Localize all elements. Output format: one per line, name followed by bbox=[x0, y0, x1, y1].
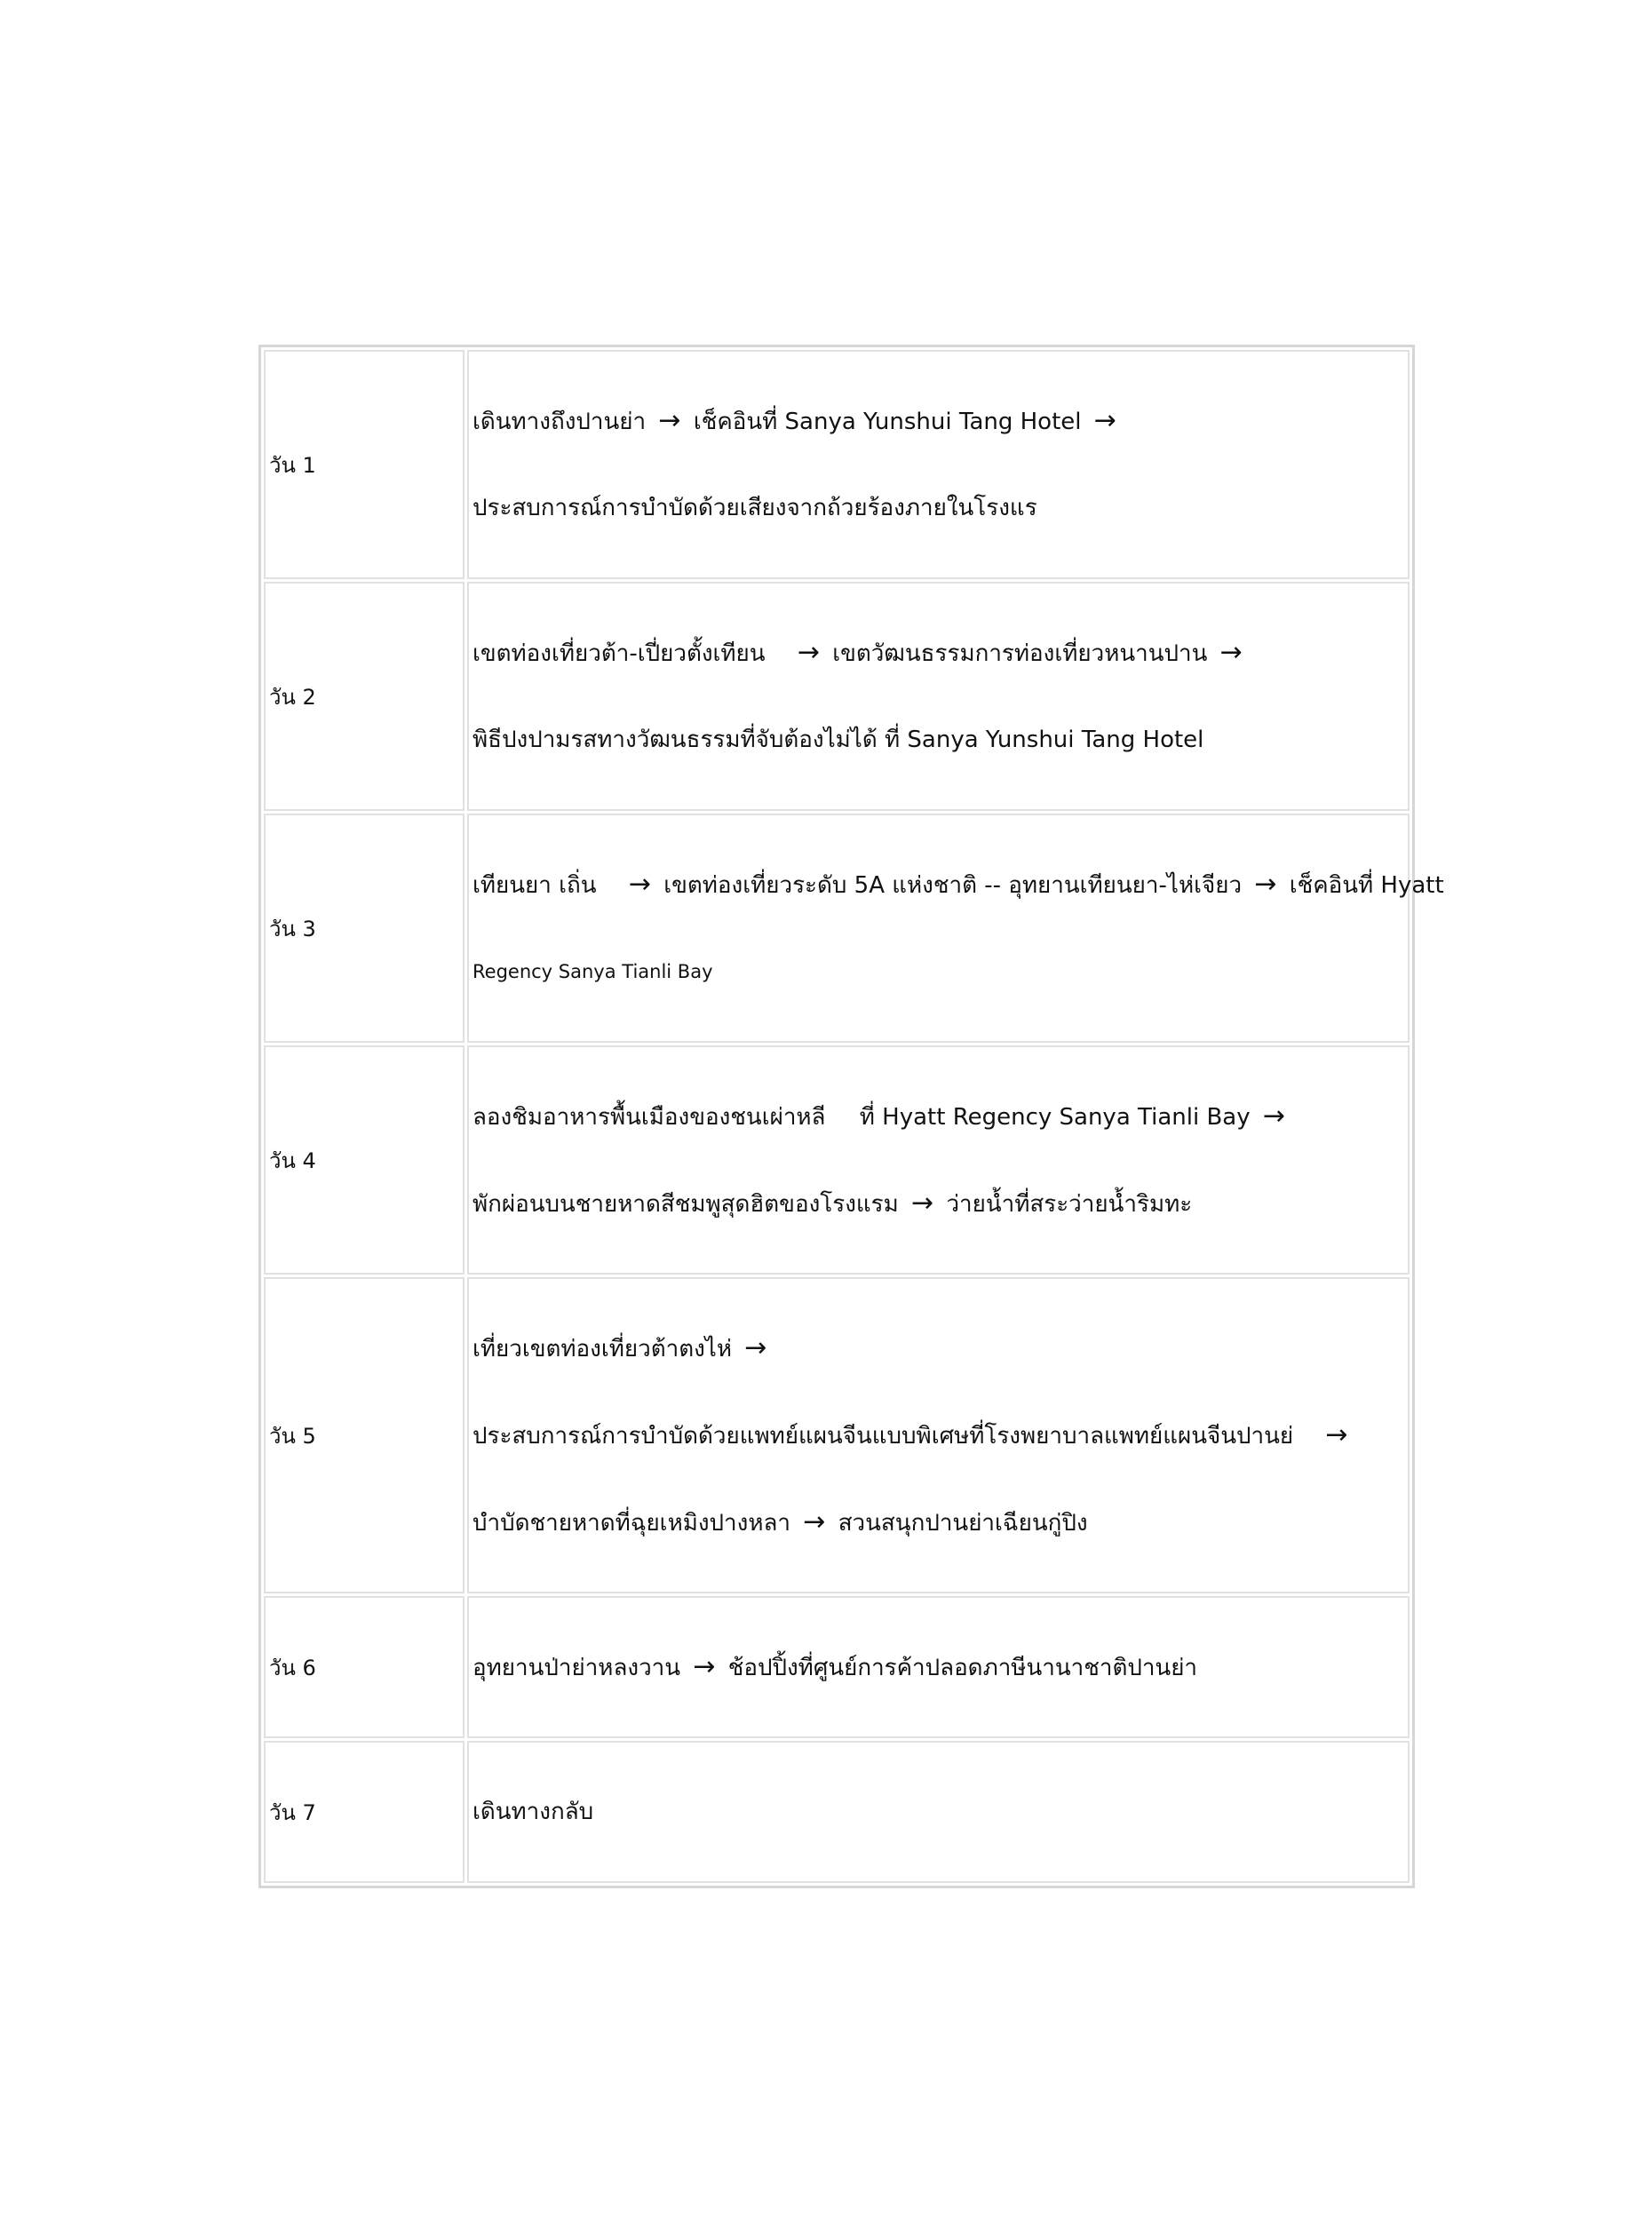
arrow-right-icon: → bbox=[803, 1506, 826, 1537]
day-label: วัน 4 bbox=[264, 1045, 465, 1275]
description-line bbox=[473, 928, 1404, 1015]
description-text: เดินทางถึงปานย่า bbox=[473, 409, 647, 435]
arrow-right-icon: → bbox=[693, 1651, 716, 1682]
description-text: เทียนยา เถิ่น bbox=[473, 872, 597, 899]
itinerary-grid bbox=[261, 347, 1444, 1886]
day-description bbox=[467, 814, 1444, 1043]
description-text: เขตท่องเที่ยวระดับ 5A แห่งชาติ -- อุทยานเทียนยา-ไห่เจียว bbox=[663, 872, 1243, 899]
description-line bbox=[473, 465, 1404, 552]
description-text: เช็คอินที่ Hyatt bbox=[1289, 872, 1444, 899]
table-row bbox=[264, 1741, 1410, 1883]
table-row bbox=[264, 1596, 1410, 1738]
description-line bbox=[473, 609, 1404, 696]
description-text: ลองชิมอาหารพื้นเมืองของชนเผ่าหลี bbox=[473, 1104, 826, 1131]
description-line bbox=[473, 377, 1404, 465]
table-row bbox=[264, 582, 1410, 811]
arrow-right-icon: → bbox=[658, 405, 681, 436]
description-text: ประสบการณ์การบำบัดด้วยแพทย์แผนจีนแบบพิเศษที่โรงพยาบาลแพทย์แผนจีนปานย่ bbox=[473, 1423, 1294, 1450]
table-row bbox=[264, 1045, 1410, 1275]
description-line bbox=[473, 1305, 1404, 1392]
itinerary-table bbox=[258, 345, 1444, 1888]
description-text: พิธีปงปามรสทางวัฒนธรรมที่จับต้องไม่ได้ ที่ Sanya Yunshui Tang Hotel bbox=[473, 727, 1204, 753]
description-text: เที่ยวเขตท่องเที่ยวต้าตงไห่ bbox=[473, 1336, 732, 1362]
arrow-right-icon: → bbox=[628, 869, 651, 900]
arrow-right-icon: → bbox=[1262, 1100, 1286, 1132]
table-row bbox=[264, 1277, 1410, 1593]
day-label: วัน 1 bbox=[264, 350, 465, 579]
arrow-right-icon: → bbox=[797, 637, 820, 668]
description-line bbox=[473, 841, 1444, 928]
description-text: พักผ่อนบนชายหาดสีชมพูสุดฮิตของโรงแรม bbox=[473, 1191, 899, 1218]
table-row bbox=[264, 350, 1410, 579]
arrow-right-icon: → bbox=[1254, 869, 1277, 900]
description-text: ช้อปปิ้งที่ศูนย์การค้าปลอดภาษีนานาชาติปานย่า bbox=[727, 1655, 1198, 1681]
description-text: Regency Sanya Tianli Bay bbox=[473, 961, 713, 982]
day-description bbox=[467, 582, 1410, 811]
arrow-right-icon: → bbox=[1325, 1419, 1348, 1450]
description-text: เขตวัฒนธรรมการท่องเที่ยวหนานปาน bbox=[832, 640, 1208, 667]
day-label: วัน 2 bbox=[264, 582, 465, 811]
day-label: วัน 3 bbox=[264, 814, 465, 1043]
description-text: ว่ายน้ำที่สระว่ายน้ำริมทะ bbox=[946, 1191, 1193, 1218]
description-text: เดินทางกลับ bbox=[473, 1799, 594, 1825]
arrow-right-icon: → bbox=[1093, 405, 1116, 436]
day-label: วัน 5 bbox=[264, 1277, 465, 1593]
description-text: เขตท่องเที่ยวต้า-เปี่ยวตั้งเทียน bbox=[473, 640, 766, 667]
description-line bbox=[473, 1160, 1404, 1247]
description-line bbox=[473, 1768, 1404, 1855]
day-label: วัน 6 bbox=[264, 1596, 465, 1738]
description-text: สวนสนุกปานย่าเฉียนกู่ปิง bbox=[838, 1510, 1088, 1537]
day-description bbox=[467, 350, 1410, 579]
description-line bbox=[473, 1479, 1404, 1566]
day-label: วัน 7 bbox=[264, 1741, 465, 1883]
description-line bbox=[473, 1073, 1404, 1160]
description-text: ที่ Hyatt Regency Sanya Tianli Bay bbox=[859, 1104, 1251, 1131]
description-text: ประสบการณ์การบำบัดด้วยเสียงจากถ้วยร้องภายในโรงแร bbox=[473, 495, 1037, 521]
description-text: เช็คอินที่ Sanya Yunshui Tang Hotel bbox=[693, 409, 1082, 435]
table-row bbox=[264, 814, 1410, 1043]
day-description bbox=[467, 1277, 1410, 1593]
description-line bbox=[473, 1624, 1404, 1711]
arrow-right-icon: → bbox=[1219, 637, 1243, 668]
day-description bbox=[467, 1596, 1410, 1738]
description-line bbox=[473, 1392, 1404, 1479]
description-text: อุทยานป่าย่าหลงวาน bbox=[473, 1655, 681, 1681]
description-line bbox=[473, 696, 1404, 783]
day-description bbox=[467, 1741, 1410, 1883]
arrow-right-icon: → bbox=[911, 1188, 934, 1219]
day-description bbox=[467, 1045, 1410, 1275]
arrow-right-icon: → bbox=[744, 1332, 767, 1363]
description-text: บำบัดชายหาดที่ฉุยเหมิงปางหลา bbox=[473, 1510, 791, 1537]
